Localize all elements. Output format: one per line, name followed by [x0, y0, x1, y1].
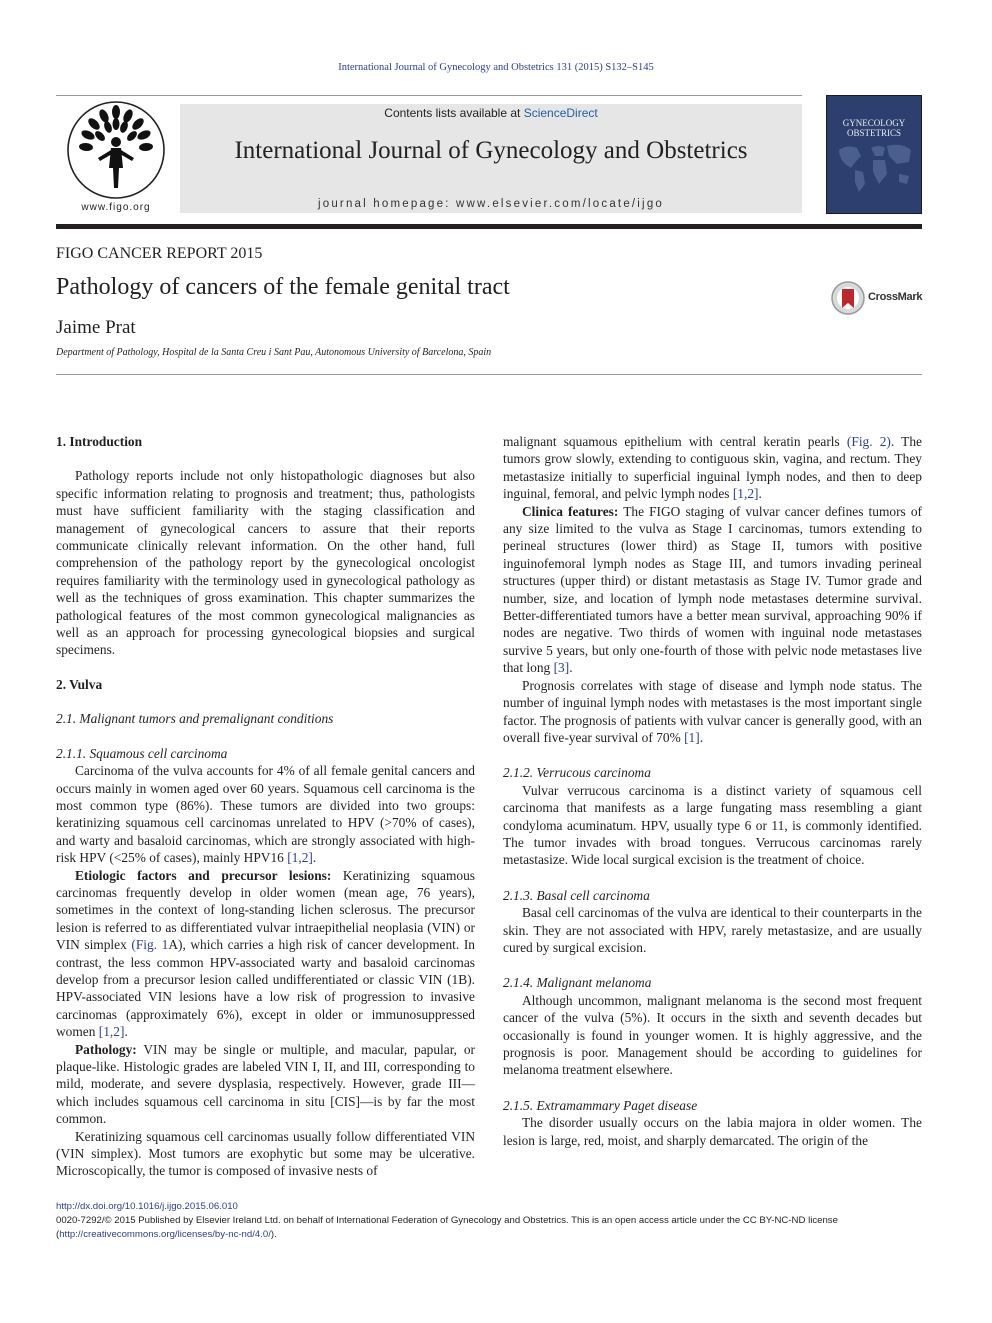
- title-divider: [56, 224, 922, 229]
- paragraph-keratinizing: Keratinizing squamous cell carcinomas usually follow differentiated VIN (VIN simplex). Most tumors are exophytic but some may be ulcerative. Microscopically, the tumor is composed of invasive nests of: [56, 1128, 475, 1179]
- paragraph-introduction: Pathology reports include not only histopathologic diagnoses but also specific information relating to prognosis and treatment; thus, pathologists must have sufficient familiarity with the staging classification and management of gynecological cancers to assure that their reports communicate clinically relevant information. On the other hand, full comprehension of the pathology report by the gynecological oncologist requires familiarity with the terminology used in gynecological pathology as well as the techniques of gross examination. This chapter summarizes the pathological features of the most common gynecological malignancies as well as an approach for processing gynecological biopsies and surgical specimens.: [56, 468, 475, 658]
- heading-vulva: 2. Vulva: [56, 676, 103, 692]
- figo-logo: [56, 100, 176, 216]
- heading-melanoma: 2.1.4. Malignant melanoma: [503, 975, 652, 991]
- journal-title: International Journal of Gynecology and Obstetrics: [234, 137, 748, 164]
- citation-link[interactable]: [3]: [553, 660, 570, 676]
- license-link-line: (http://creativecommons.org/licenses/by-nc-nd/4.0/).: [56, 1229, 277, 1240]
- figure-link[interactable]: (Fig. 2): [846, 434, 891, 449]
- paragraph-prognosis: Prognosis correlates with stage of disease and lymph node status. The number of inguinal lymph nodes with metastases is the most important single factor. The prognosis of patients with vulvar cancer is generally good, with an overall five-year survival of 70% [1].: [503, 677, 922, 745]
- figo-url[interactable]: www.figo.org: [81, 202, 151, 213]
- figure-link[interactable]: (Fig. 1: [131, 937, 169, 953]
- citation-link[interactable]: [1,2]: [287, 850, 313, 866]
- right-column: [503, 433, 922, 1149]
- world-map-icon: [833, 138, 917, 198]
- crossmark-badge[interactable]: [830, 280, 922, 316]
- citation-link[interactable]: [1,2]: [98, 1024, 125, 1040]
- lead-etiologic: Etiologic factors and precursor lesions:: [75, 867, 332, 883]
- paragraph-pathology: Pathology: VIN may be single or multiple, and macular, papular, or plaque-like. Histologic grades are labeled VIN I, II, and III, corresponding to mild, moderate, and severe dysplasia, respectively. However, grade III—which includes squamous cell carcinoma in situ [CIS]—is by far the most common.: [56, 1041, 475, 1127]
- journal-masthead: [180, 104, 802, 213]
- lead-pathology: Pathology:: [75, 1041, 137, 1057]
- journal-citation[interactable]: International Journal of Gynecology and Obstetrics 131 (2015) S132–S145: [338, 62, 654, 73]
- citation-link[interactable]: [1,2]: [732, 486, 759, 502]
- left-column: [56, 433, 475, 1180]
- sciencedirect-link[interactable]: ScienceDirect: [523, 106, 598, 120]
- author-affiliation: Department of Pathology, Hospital de la Santa Creu i Sant Pau, Autonomous University of Barcelona, Spain: [56, 347, 492, 358]
- crossmark-icon: [830, 280, 866, 316]
- heading-introduction: 1. Introduction: [56, 434, 143, 449]
- contents-line: [180, 106, 802, 120]
- license-link[interactable]: http://creativecommons.org/licenses/by-nc-nd/4.0/: [59, 1229, 271, 1240]
- heading-squamous-cell: 2.1.1. Squamous cell carcinoma: [56, 745, 228, 761]
- heading-basal: 2.1.3. Basal cell carcinoma: [503, 887, 650, 903]
- journal-homepage[interactable]: journal homepage: www.elsevier.com/locate/ijgo: [317, 198, 665, 210]
- heading-paget: 2.1.5. Extramammary Paget disease: [503, 1097, 698, 1113]
- article-footer: [56, 1200, 922, 1242]
- article-author[interactable]: Jaime Prat: [56, 317, 136, 338]
- figo-tree-icon: [56, 100, 176, 200]
- contents-prefix: Contents lists available at: [384, 106, 524, 120]
- license-text: 0020-7292/© 2015 Published by Elsevier Ireland Ltd. on behalf of International Federation of Gynecology and Obstetrics. This is an open access article under the CC BY-NC-ND license: [56, 1215, 838, 1226]
- abstract-divider: [56, 374, 922, 375]
- article-title: Pathology of cancers of the female genital tract: [56, 274, 510, 300]
- doi-link[interactable]: http://dx.doi.org/10.1016/j.ijgo.2015.06.010: [56, 1201, 238, 1212]
- journal-cover[interactable]: [826, 95, 922, 214]
- lead-clinical: Clinica features:: [522, 503, 619, 519]
- paragraph-squamous: Carcinoma of the vulva accounts for 4% of all female genital cancers and occurs mainly in women aged over 60 years. Squamous cell carcinoma is the most common type (86%). These tumors are divided into two groups: keratinizing squamous cell carcinomas unrelated to HPV (>70% of cases), and warty and basaloid carcinomas, which are strongly associated with high-risk HPV (<25% of cases), mainly HPV16 [1,2].: [56, 763, 475, 866]
- paragraph-paget: The disorder usually occurs on the labia majora in older women. The lesion is large, red, moist, and sharply demarcated. The origin of the: [503, 1115, 922, 1148]
- paragraph-melanoma: Although uncommon, malignant melanoma is the second most frequent cancer of the vulva (5%). It occurs in the sixth and seventh decades but occasionally is found in younger women. It is highly aggressive, and the prognosis is poor. Management should be according to guidelines for melanoma treatment elsewhere.: [503, 992, 922, 1078]
- paragraph-continued: malignant squamous epithelium with central keratin pearls (Fig. 2). The tumors grow slowly, extending to contiguous skin, vagina, and rectum. They metastasize initially to superficial inguinal lymph nodes, and then to deep inguinal, femoral, and pelvic lymph nodes [1,2].: [503, 434, 922, 502]
- paragraph-etiologic: Etiologic factors and precursor lesions: Keratinizing squamous carcinomas frequently develop in older women (mean age, 76 years), sometimes in the context of long-standing lichen sclerosus. The precursor lesion is referred to as differentiated vulvar intraepithelial neoplasia (VIN) or VIN simplex (Fig. 1A), which carries a high risk of cancer development. In contrast, the less common HPV-associated warty and basaloid carcinomas develop from a precursor lesion called undifferentiated or classic VIN (1B). HPV-associated VIN lesions have a low risk of progression to invasive carcinomas (approximately 6%), except in older or immunosuppressed women [1,2].: [56, 867, 475, 1040]
- paragraph-clinical: Clinica features: The FIGO staging of vulvar cancer defines tumors of any size limited to the vulva as Stage I carcinomas, tumors extending to perineal structures (lower third) as Stage II, tumors with positive inguinofemoral lymph nodes as Stage III, and tumors invading perineal structures (upper third) or distant metastasis as Stage IV. Tumor grade and number, size, and location of lymph node metastases determine survival. Better-differentiated tumors have a better mean survival, approaching 90% if nodes are negative. Two thirds of women with inguinal node metastases survive 5 years, but only one-fourth of those with pelvic node metastases live that long [3].: [503, 503, 922, 676]
- header-rule: [56, 95, 802, 96]
- paragraph-verrucous: Vulvar verrucous carcinoma is a distinct variety of squamous cell carcinoma that manifests as a large fungating mass resembling a giant condyloma acuminatum. HPV, usually type 6 or 11, is commonly identified. The tumor invades with broad tongues. Verrucous carcinomas rarely metastasize. Wide local surgical excision is the treatment of choice.: [503, 782, 922, 868]
- crossmark-label: CrossMark: [868, 291, 923, 303]
- citation-link[interactable]: [1]: [684, 729, 700, 745]
- cover-title: GYNECOLOGY OBSTETRICS: [842, 118, 906, 138]
- heading-verrucous: 2.1.2. Verrucous carcinoma: [503, 765, 651, 781]
- heading-malignant-tumors: 2.1. Malignant tumors and premalignant conditions: [56, 711, 334, 727]
- paragraph-basal: Basal cell carcinomas of the vulva are identical to their counterparts in the skin. They are not associated with HPV, rarely metastasize, and are usually cured by surgical excision.: [503, 905, 922, 955]
- section-label: FIGO CANCER REPORT 2015: [56, 245, 263, 262]
